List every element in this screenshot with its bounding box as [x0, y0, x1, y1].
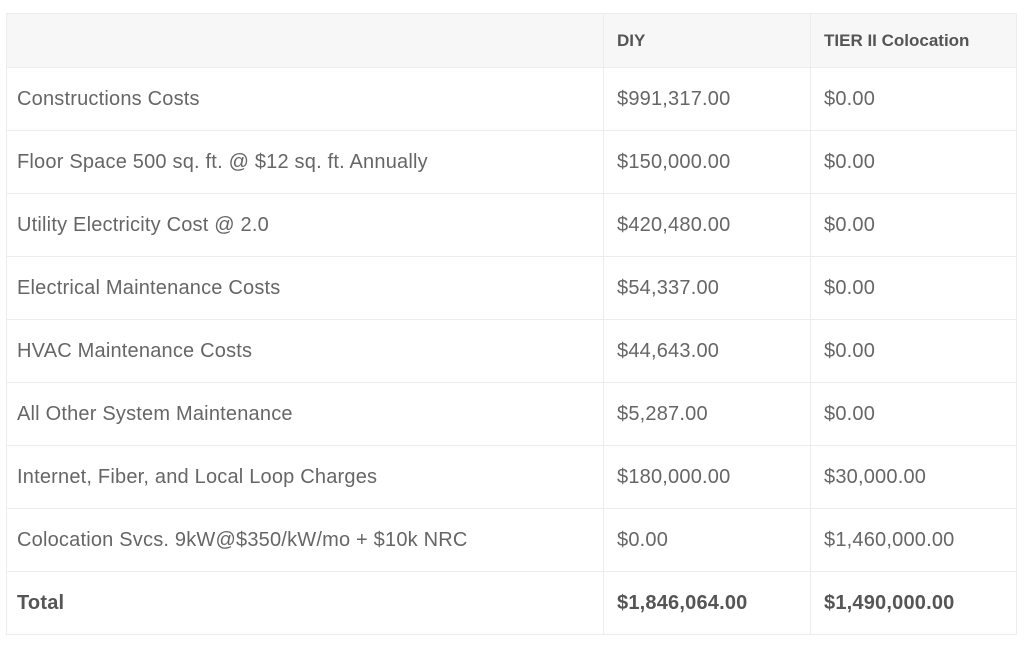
row-label: Colocation Svcs. 9kW@$350/kW/mo + $10k NRC [7, 509, 604, 572]
row-label: All Other System Maintenance [7, 383, 604, 446]
header-cell-diy: DIY [604, 14, 811, 68]
header-row [7, 14, 1017, 68]
diy-value: $54,337.00 [604, 257, 811, 320]
total-row [7, 572, 1017, 635]
colocation-value: $0.00 [811, 68, 1017, 131]
diy-value: $5,287.00 [604, 383, 811, 446]
header-cell-empty [7, 14, 604, 68]
row-label: Utility Electricity Cost @ 2.0 [7, 194, 604, 257]
colocation-value: $1,460,000.00 [811, 509, 1017, 572]
colocation-value: $0.00 [811, 131, 1017, 194]
table-row [7, 68, 1017, 131]
table-row [7, 131, 1017, 194]
diy-value: $1,846,064.00 [604, 572, 811, 635]
row-label: Electrical Maintenance Costs [7, 257, 604, 320]
table-row [7, 509, 1017, 572]
row-label: Internet, Fiber, and Local Loop Charges [7, 446, 604, 509]
table-header [7, 14, 1017, 68]
diy-value: $420,480.00 [604, 194, 811, 257]
table-row [7, 446, 1017, 509]
diy-value: $150,000.00 [604, 131, 811, 194]
header-cell-tier2-colocation: TIER II Colocation [811, 14, 1017, 68]
colocation-value: $0.00 [811, 320, 1017, 383]
row-label: HVAC Maintenance Costs [7, 320, 604, 383]
diy-value: $0.00 [604, 509, 811, 572]
row-label: Total [7, 572, 604, 635]
diy-value: $44,643.00 [604, 320, 811, 383]
table-row [7, 383, 1017, 446]
table-row [7, 257, 1017, 320]
table-row [7, 194, 1017, 257]
colocation-value: $1,490,000.00 [811, 572, 1017, 635]
table-row [7, 320, 1017, 383]
colocation-value: $0.00 [811, 194, 1017, 257]
row-label: Constructions Costs [7, 68, 604, 131]
colocation-value: $0.00 [811, 257, 1017, 320]
cost-comparison-table [6, 13, 1017, 635]
row-label: Floor Space 500 sq. ft. @ $12 sq. ft. Annually [7, 131, 604, 194]
colocation-value: $0.00 [811, 383, 1017, 446]
diy-value: $991,317.00 [604, 68, 811, 131]
colocation-value: $30,000.00 [811, 446, 1017, 509]
table-body [7, 68, 1017, 635]
diy-value: $180,000.00 [604, 446, 811, 509]
cost-comparison-table-container [6, 13, 1016, 635]
